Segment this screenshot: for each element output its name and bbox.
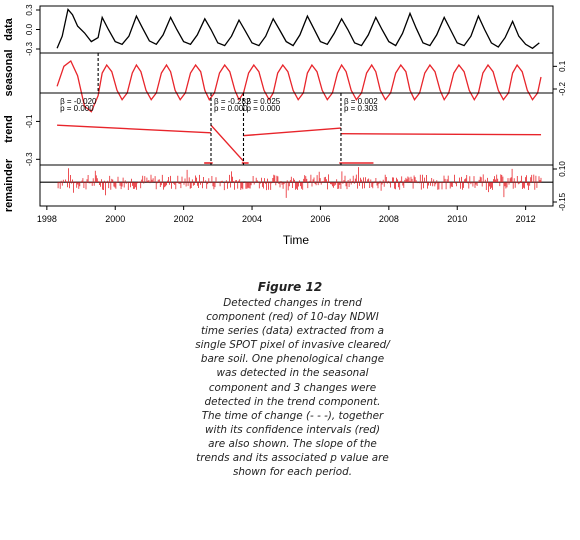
panel-trend (3, 93, 553, 166)
data-y-tick-label: 0.0 (25, 23, 34, 36)
x-tick-label: 2002 (173, 214, 194, 224)
x-tick-label: 2010 (447, 214, 468, 224)
remainder-y-tick-label: -0.15 (558, 192, 567, 212)
trend-segment (57, 125, 211, 133)
p-value-annotation: p = 0.303 (343, 104, 378, 113)
slope-annotation: β = -0.020 (60, 97, 97, 106)
trend-y-tick-label: -0.1 (25, 114, 34, 129)
seasonal-frame (40, 53, 553, 93)
seasonal-axis-label: seasonal (3, 49, 15, 97)
data-frame (40, 6, 553, 53)
x-tick-label: 2012 (515, 214, 536, 224)
seasonal-series-line (57, 61, 541, 112)
x-axis (37, 206, 536, 224)
slope-annotation: β = -0.282 (214, 97, 251, 106)
remainder-axis-label: remainder (3, 158, 15, 213)
p-value-annotation: p = 0.000 (60, 104, 94, 113)
x-tick-label: 1998 (36, 214, 57, 224)
data-y-tick-label: 0.3 (25, 4, 34, 16)
panel-data (3, 4, 553, 56)
trend-frame (40, 93, 553, 165)
trend-y-tick-label: -0.3 (25, 152, 34, 167)
x-tick-label: 2004 (242, 214, 263, 224)
x-tick-label: 2006 (310, 214, 331, 224)
figure-caption-body: Detected changes in trend component (red) of 10-day NDWI time series (data) extracted from a single SPOT pixel of invasive cleared/ bare soil. One phenological change was detected in the seasonal component and 3 changes were detected in the trend component. The time of change (- - -), together with its confidence intervals (red) are also shown. The slope of the trends and its associated p value are shown for each period. (195, 297, 390, 479)
data-axis-label: data (3, 18, 15, 41)
data-y-tick-label: -0.3 (25, 42, 34, 56)
trend-segment (243, 128, 340, 136)
figure-caption-title: Figure 12 (257, 280, 323, 294)
x-axis-title: Time (282, 233, 310, 247)
chart-panels (3, 4, 567, 212)
x-tick-label: 2008 (378, 214, 399, 224)
trend-segment (341, 134, 541, 135)
seasonal-y-tick-label: -0.2 (558, 82, 567, 96)
p-value-annotation: p = 0.000 (214, 104, 248, 113)
remainder-y-tick-label: 0.10 (558, 161, 567, 177)
panel-remainder (3, 158, 567, 212)
seasonal-y-tick-label: 0.1 (558, 60, 567, 72)
slope-annotation: β = 0.025 (246, 97, 281, 106)
data-series-line (57, 9, 539, 48)
x-tick-label: 2000 (105, 214, 126, 224)
slope-annotation: β = 0.002 (343, 97, 378, 106)
trend-axis-label: trend (3, 115, 15, 143)
p-value-annotation: p = 0.000 (246, 104, 281, 113)
trend-segment (211, 125, 243, 161)
